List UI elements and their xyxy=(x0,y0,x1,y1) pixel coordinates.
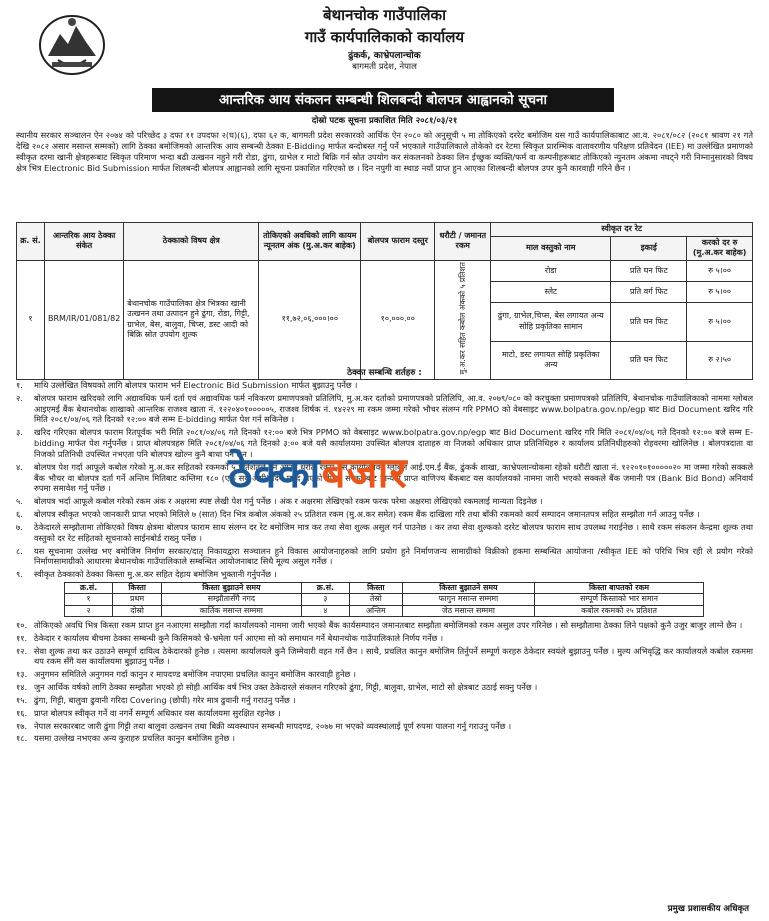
condition-text: यस सूचनामा उल्लेख भए बमोजिम निर्माण सरकार/दातृ निकायद्वारा सञ्चालन हुने विकास आयोजनाहरुको लागि प्रयोग हुने निर्माणजन्य सामाग्रीको विक्रीको हकमा सम्बन्धित आयोजना /स्वीकृत IEE को परिधि भित्र रही ले प्रयोग गरेको निर्माणसामाग्रीको आधारमा बेथानचोक गाउँपालिकाले सम्बन्धित आयोजनाबाट सिधै मूल्य असुल गर्नेछ । xyxy=(34,545,753,567)
installment-header: किस्ता xyxy=(113,583,162,594)
installment-cell: २ xyxy=(65,605,113,616)
nepal-emblem-icon xyxy=(38,12,106,76)
rate-value: रु ५।०० xyxy=(687,260,753,281)
condition-number: ५. xyxy=(16,496,23,507)
condition-number: ९. xyxy=(16,569,23,580)
th-item: माल वस्तुको नाम xyxy=(491,236,611,260)
rate-unit: प्रति घन फिट xyxy=(611,260,687,281)
table-row xyxy=(17,260,753,281)
th-tax-rate: करको दर रु (मु.अ.कर बाहेक) xyxy=(687,236,753,260)
condition-number: १५. xyxy=(16,694,28,705)
condition-number: ४. xyxy=(16,461,23,472)
deposit-text: मु.अ.कर सहित कबोल अंकको ५ प्रतिशत xyxy=(457,261,467,375)
condition-number: १६. xyxy=(16,707,28,718)
condition-number: ८. xyxy=(16,545,23,556)
condition-text: खरिद गरिएका बोलपत्र फाराम रितपूर्वक भरी मिति २०८१/०४/०६ गते दिनको १२:०० बजे भित्र PPMO को वेबसाइट www.bolpatra.gov.np/egp बाट Bid Document खरिद गरि मिति २०८१/०४/०६ गते दिनको १२:०० बजे सम्म E-bidding मार्फत पेश गर्नुपर्नेछ । प्राप्त बोलपत्रहरु मिति २०८१/०४/०६ गते दिनको ३:०० बजे यसै कार्यालयमा उपस्थित बोलपत्र दाताहरु वा निजको अधिकार प्राप्त प्रतिनिधिहरु र कार्यालय प्रतिनिधीहरुको रोहवरमा खोलिनेछ । बोलपत्रदाता वा निजको प्रतिनिधी उपस्थित नभएता पनि बोलपत्र खोल्न कुनै बाधा पर्ने छैन । xyxy=(34,427,753,459)
condition-item xyxy=(16,682,753,693)
conditions-title: ठेक्का सम्बन्धि शर्तहरु : xyxy=(347,368,422,378)
condition-number: ३. xyxy=(16,427,23,438)
condition-text: स्वीकृत ठेक्काको ठेक्का किस्ता मु.अ.कर सहित देहाय बमोजिम भुक्तानी गर्नुपर्नेछ । xyxy=(34,569,277,580)
condition-text: तोकिएको अवधि भित्र किस्ता रकम प्राप्त हुन नआएमा सम्झौता गर्दा कार्यालयको नाममा जारी भएको बैंक कार्यसम्पादन जमानतबाट सम्झौता बमोजिमको रकम असुल उपर गरिनेछ । सो सम्झौतामा ठेक्का लिने पक्षको कुनै उजुर बाजुर लाग्ने छैन । xyxy=(34,619,743,630)
rate-value: रु ५।०० xyxy=(687,282,753,303)
condition-text: ढुंगा, गिट्टी, बालुवा ढुवानी गरिदा Covering (छोपी) गरेर मात्र ढुवानी गर्नु गराउनु पर्नेछ । xyxy=(34,694,296,705)
rate-item: स्लेट xyxy=(491,282,611,303)
installment-header: किस्ता बुझाउने समय xyxy=(402,583,534,594)
installment-cell: कार्तिक मसान्त सम्ममा xyxy=(162,605,302,616)
condition-text: माथि उल्लेखित विषयको लागि बोलपत्र फाराम भर्न Electronic Bid Submission मार्फत बुझाउनु पर्नेछ । xyxy=(34,380,358,390)
installment-cell: कबोल रकमको २५ प्रतिशत xyxy=(535,605,704,616)
condition-text: ठेकेदार र कार्यालय बीचमा ठेक्का सम्बन्धी कुनै किसिमको भ्रै-भ्रमेला पर्न आएमा सो को समाधान गर्ने बेथानचोक गाउँपालिकाले निर्णय गर्नेछ । xyxy=(34,632,444,643)
condition-item xyxy=(16,522,753,544)
installment-cell: जेठ मसान्त सम्ममा xyxy=(402,605,534,616)
condition-number: १. xyxy=(16,380,23,390)
watermark-part2: बजार xyxy=(321,448,408,497)
th-unit: इकाई xyxy=(611,236,687,260)
installment-header: किस्ता बुझाउने समय xyxy=(162,583,302,594)
table-row xyxy=(65,594,704,605)
watermark-part1: ठेक्का xyxy=(228,448,322,497)
condition-number: १४. xyxy=(16,682,28,693)
installment-cell: फागुन मसान्त सम्ममा xyxy=(402,594,534,605)
publish-date: दोस्रो पटक सूचना प्रकाशित मिति २०८१/०३/२१ xyxy=(311,116,458,126)
rate-item: माटो, डस्ट लगायत सोहि प्रकृतिका अन्य xyxy=(491,341,611,379)
installment-table xyxy=(64,582,704,617)
municipality-name: बेथानचोक गाउँपालिका xyxy=(323,6,446,24)
condition-item xyxy=(16,721,753,732)
table-row xyxy=(65,605,704,616)
letterhead xyxy=(16,0,753,90)
condition-text: जुन आर्थिक वर्षको लागि ठेक्का सम्झौता भएको हो सोही आर्थिक वर्ष भित्र उक्त ठेकेदारले संकलन गरिएको ढुंगा, गिट्टी, बालुवा, ग्राभेल, माटो सो क्षेत्रबाट उठाई सक्नु पर्नेछ । xyxy=(34,682,538,693)
installment-cell: ३ xyxy=(301,594,349,605)
condition-text: अनुगमन समितिले अनुगमन गर्दा कानुन र मापदण्ड बमोजिम नपाएमा प्रचलित कानुन बमोजिम कारवाही हुनेछ । xyxy=(34,669,356,680)
installment-cell: ४ xyxy=(301,605,349,616)
thekkabazar-watermark xyxy=(228,447,558,499)
condition-item xyxy=(16,633,753,644)
cell-sn: १ xyxy=(17,260,45,379)
condition-item xyxy=(16,620,753,631)
condition-number: ७. xyxy=(16,521,23,532)
rate-item: ढुंगा, ग्राभेल,चिप्स, बेस लगायत अन्य सोहि प्रकृतिका सामान xyxy=(491,303,611,341)
condition-item xyxy=(16,380,753,391)
condition-item xyxy=(16,569,753,580)
condition-text: प्राप्त बोलपत्र स्वीकृत गर्ने वा नगर्ने सम्पूर्ण अधिकार यस कार्यालयमा सुरक्षित रहनेछ । xyxy=(34,707,281,718)
condition-text: नेपाल सरकारबाट जारी ढुंगा गिट्टी तथा बालुवा उत्खनन तथा बिक्री व्यवस्थापन सम्बन्धी मापदण्ड, २०७७ मा भएको व्यवस्थालाई पूर्ण रुपमा पालना गर्नु गराउनु पर्नेछ । xyxy=(34,720,512,731)
installment-cell: सम्पूर्ण किस्ताको भार समान xyxy=(535,594,704,605)
condition-text: ठेकेदारले सम्झौतामा तोकिएको विषय क्षेत्रमा बोलपत्र फाराम साथ संलग्न दर रेट बमोजिम मात्र कर तथा सेवा शुल्क असुल गर्न पाउनेछ । कर तथा सेवा शुल्कको दररेट बोलपत्र फाराम साथ उपलब्ध गराईनेछ । साथै रकम संकलन केन्द्रमा शुल्क तथा वस्तुको दर रेट सहितको सूचनाको साईनबोर्ड राख्नु पर्नेछ । xyxy=(34,521,753,543)
condition-item xyxy=(16,669,753,680)
th-approved-rate: स्वीकृत दर रेट xyxy=(491,223,753,237)
th-bid-fee: बोलपत्र फाराम दस्तुर xyxy=(361,223,435,261)
condition-text: बोलपत्र स्वीकृत भएको जानकारी प्राप्त भएको मितिले ७ (सात) दिन भित्र कबोल अंकको २५ प्रतिशत रकम (मु.अ.कर समेत) रकम बैंक दाखिला गरि तथा बाँकी रकमको कार्य सम्पादन जमानतपत्र सहित सम्झौता गर्न आउनु पर्नेछ । xyxy=(34,509,700,520)
condition-item xyxy=(16,733,753,744)
installment-cell: १ xyxy=(65,594,113,605)
cell-deposit xyxy=(435,260,491,379)
installment-cell: प्रथम xyxy=(113,594,162,605)
condition-text: सेवा शुल्क तथा कर उठाउने सम्पूर्ण दायित्व ठेकेदारको हुनेछ । त्यसमा कार्यालयले कुनै जिम्मेवारी वहन गर्ने छैन । साथै, प्रचलित कानुन बमोजिम तिर्नुपर्ने सम्पूर्ण करहरु ठेकेदार स्वयंले बुझाउनु पर्नेछ । मुल्य अभिवृद्धि कर कार्यालयले कबोल रकममा थप रकम सँगै यस कार्यालयमा बुझाउनु पर्नेछ । xyxy=(34,645,753,667)
condition-number: ११. xyxy=(16,632,28,643)
condition-item xyxy=(16,509,753,520)
condition-text: यसमा उल्लेख नभएका अन्य कुराहरु प्रचलित कानुन बमोजिम हुनेछ । xyxy=(34,733,236,744)
installment-cell: दोस्रो xyxy=(113,605,162,616)
rate-unit: प्रति वर्ग फिट xyxy=(611,282,687,303)
signature: प्रमुख प्रशासकीय अधिकृत xyxy=(667,904,749,914)
condition-item xyxy=(16,708,753,719)
office-location: ढुंकर्क, काभ्रेपलान्चोक xyxy=(348,50,421,61)
province-name: बागमती प्रदेश, नेपाल xyxy=(352,62,417,73)
installment-header: क्र.सं. xyxy=(301,583,349,594)
rate-unit: प्रति घन फिट xyxy=(611,303,687,341)
condition-number: २. xyxy=(16,392,23,403)
cell-bid-fee: १०,०००.०० xyxy=(361,260,435,379)
condition-number: १७. xyxy=(16,720,28,731)
condition-item xyxy=(16,393,753,425)
installment-cell: सम्झौतासँगै नगद xyxy=(162,594,302,605)
conditions-list xyxy=(16,380,753,746)
condition-item xyxy=(16,546,753,568)
installment-header: क्र.सं. xyxy=(65,583,113,594)
rate-item: रोडा xyxy=(491,260,611,281)
office-name: गाउँ कार्यपालिकाको कार्यालय xyxy=(304,27,465,46)
condition-number: १०. xyxy=(16,619,28,630)
condition-item xyxy=(16,695,753,706)
rate-unit: प्रति घन फिट xyxy=(611,341,687,379)
intro-paragraph: स्थानीय सरकार सञ्चालन ऐन २०७४ को परिच्छेद ३ दफा ११ उपदफा २(घ)(६), दफा ६२ क, बागमती प्रदेश सरकारको आर्थिक ऐन २०८० को अनुसूची ५ मा तोकिएको दररेट बमोजिम यस गाउँ कार्यपालिकाबाट आ.व. २०८१/०८२ (२०८१ श्रावण २१ गते देखि २०८२ असार मसान्त सम्मको) लागि ठेक्का बमोजिमको आन्तरिक आय सम्बन्धी ठेक्का E-Bidding मार्फत बन्दोबस्त गर्नु पर्ने भएकाले गाउँपालिकाले तोकेको दर रेटमा स्विकृत प्रारम्भिक वातावरणीय परिक्षण प्रतिवेदन (IEE) मा उल्लेखित प्रमाणको स्वीकृत दरमा खानी क्षेत्रहरूबाट स्विकृत परिमाण भन्दा बढी उत्खनन नहुने गरी रोडा, ढुंगा, ग्राभेल र माटो बिक्रि गर्न स्रोत उपयोग कर संकलनको ठेक्का लिन ईच्छुक व्यक्ति/फर्म वा कम्पनीहरूबाट तोकिएको न्युनतम अंकमा नघट्ने गरी निम्नानुसारको विषय क्षेत्र भित्र Electronic Bid Submission मार्फत शिलबन्दी बोलपत्र आह्वानको लागि सूचना प्रकाशित गरिएको छ । दिन नपुगी वा स्थाङ नयाँ प्राप्त हुन आएका शिलबन्दी बोलपत्र उपर कुनै कारवाही गरिने छैन । xyxy=(16,130,753,174)
condition-item xyxy=(16,646,753,668)
th-sn: क्र. सं. xyxy=(17,223,45,261)
th-code: आन्तरिक आय ठेक्का संकेत xyxy=(45,223,124,261)
bid-table xyxy=(16,222,753,380)
th-min-amount: तोकिएको अवधिको लागि कायम न्यूनतम अंक (मु.अ.कर बाहेक) xyxy=(259,223,361,261)
condition-number: १३. xyxy=(16,669,28,680)
rate-value: रु २।५० xyxy=(687,341,753,379)
rate-value: रु ५।०० xyxy=(687,303,753,341)
th-area: ठेक्काको विषय क्षेत्र xyxy=(124,223,259,261)
condition-text: बोलपत्र भर्दा आफूले कबोल गरेको रकम अंक र अक्षरमा स्पष्ट लेखी पेश गर्नु पर्नेछ । अंक र अक्षरमा लेखिएको रकम फरक परेमा अक्षरमा लेखिएको रकमलाई मान्यता दिइनेछ । xyxy=(34,496,543,507)
condition-text: बोलपत्र पेश गर्दा आफूले कबोल गरेको मु.अ.कर सहितको रकमको ५ प्रतिशतले हुन आउने धरौटी रकम यस कार्यालयको ग्लोबल आई.एम.ई बैंक, ढुंकर्क शाखा, काभ्रेपलान्चोकमा रहेको धरौटी खाता नं. १२२०१०१०००००२० मा जम्मा गरेको सक्कले बैंक भौचर वा बोलपत्र दर्ता गर्ने अन्तिम मितिबाट कम्तिमा १८० (एक सय असी) दिन म्याद भएको नेपाल सरकारबाट मान्यता प्राप्त वाणिज्य बैंकबाट यस कार्यालयको नाममा जारी भएको सक्कले बैंक जमानी पत्र (Bank Bid Bond) अनिवार्य रुपमा समावेश गर्नु पर्नेछ । xyxy=(34,461,753,494)
cell-area: बेथानचोक गाउँपालिका क्षेत्र भित्रका खानी उत्खनन तथा उत्पादन हुने ढुंगा, रोडा, गिट्टी, ग्राभेल, बेस, बालुवा, चिप्स, डस्ट आदी को बिक्रि स्रोत उपयोग शुल्क xyxy=(124,260,259,379)
cell-min-amount: ११,७२,०६,०००।०० xyxy=(259,260,361,379)
th-deposit: धरौटी / जमानत रकम xyxy=(435,223,491,261)
installment-cell: तेस्रो xyxy=(349,594,402,605)
installment-header: किस्ता xyxy=(349,583,402,594)
notice-title-banner: आन्तरिक आय संकलन सम्बन्धी शिलबन्दी बोलपत्र आह्वानको सूचना xyxy=(152,88,614,112)
condition-number: १२. xyxy=(16,645,28,656)
installment-header: किस्ता बापतको रकम xyxy=(535,583,704,594)
installment-cell: अन्तिम xyxy=(349,605,402,616)
condition-text: बोलपत्र फाराम खरिदको लागि अद्यावधिक फर्म दर्ता एवं अद्यावधिक फर्म नविकरण प्रमाणपत्रको प्रतिलिपि, मु.अ.कर दर्ताको प्रमाणपत्रको प्रतिलिपि, आ.व. २०७९/०८० को करचुक्ता प्रमाणपत्रको प्रतिलिपि, बेथानचोक गाउँपालिकाको नाममा ग्लोबल आइएमई बैंक बेथानचोक शाखाको आन्तरिक राजश्व खाता नं. १२२०४०१०००००५, राजश्व शिर्षक नं. १४२२९ मा रकम जम्मा गरेको भौचर संलग्न गरि PPMO को वेबसाइट www.bolpatra.gov.np/egp बाट Bid Document खरिद गरि मिति २०८१/०४/०६ गते दिनको १२:०० बजे सम्म E-bidding मार्फत पेश गर्न सकिनेछ । xyxy=(34,392,753,425)
condition-number: १८. xyxy=(16,733,28,744)
condition-number: ६. xyxy=(16,509,23,520)
cell-code: BRM/IR/01/081/82 xyxy=(45,260,124,379)
